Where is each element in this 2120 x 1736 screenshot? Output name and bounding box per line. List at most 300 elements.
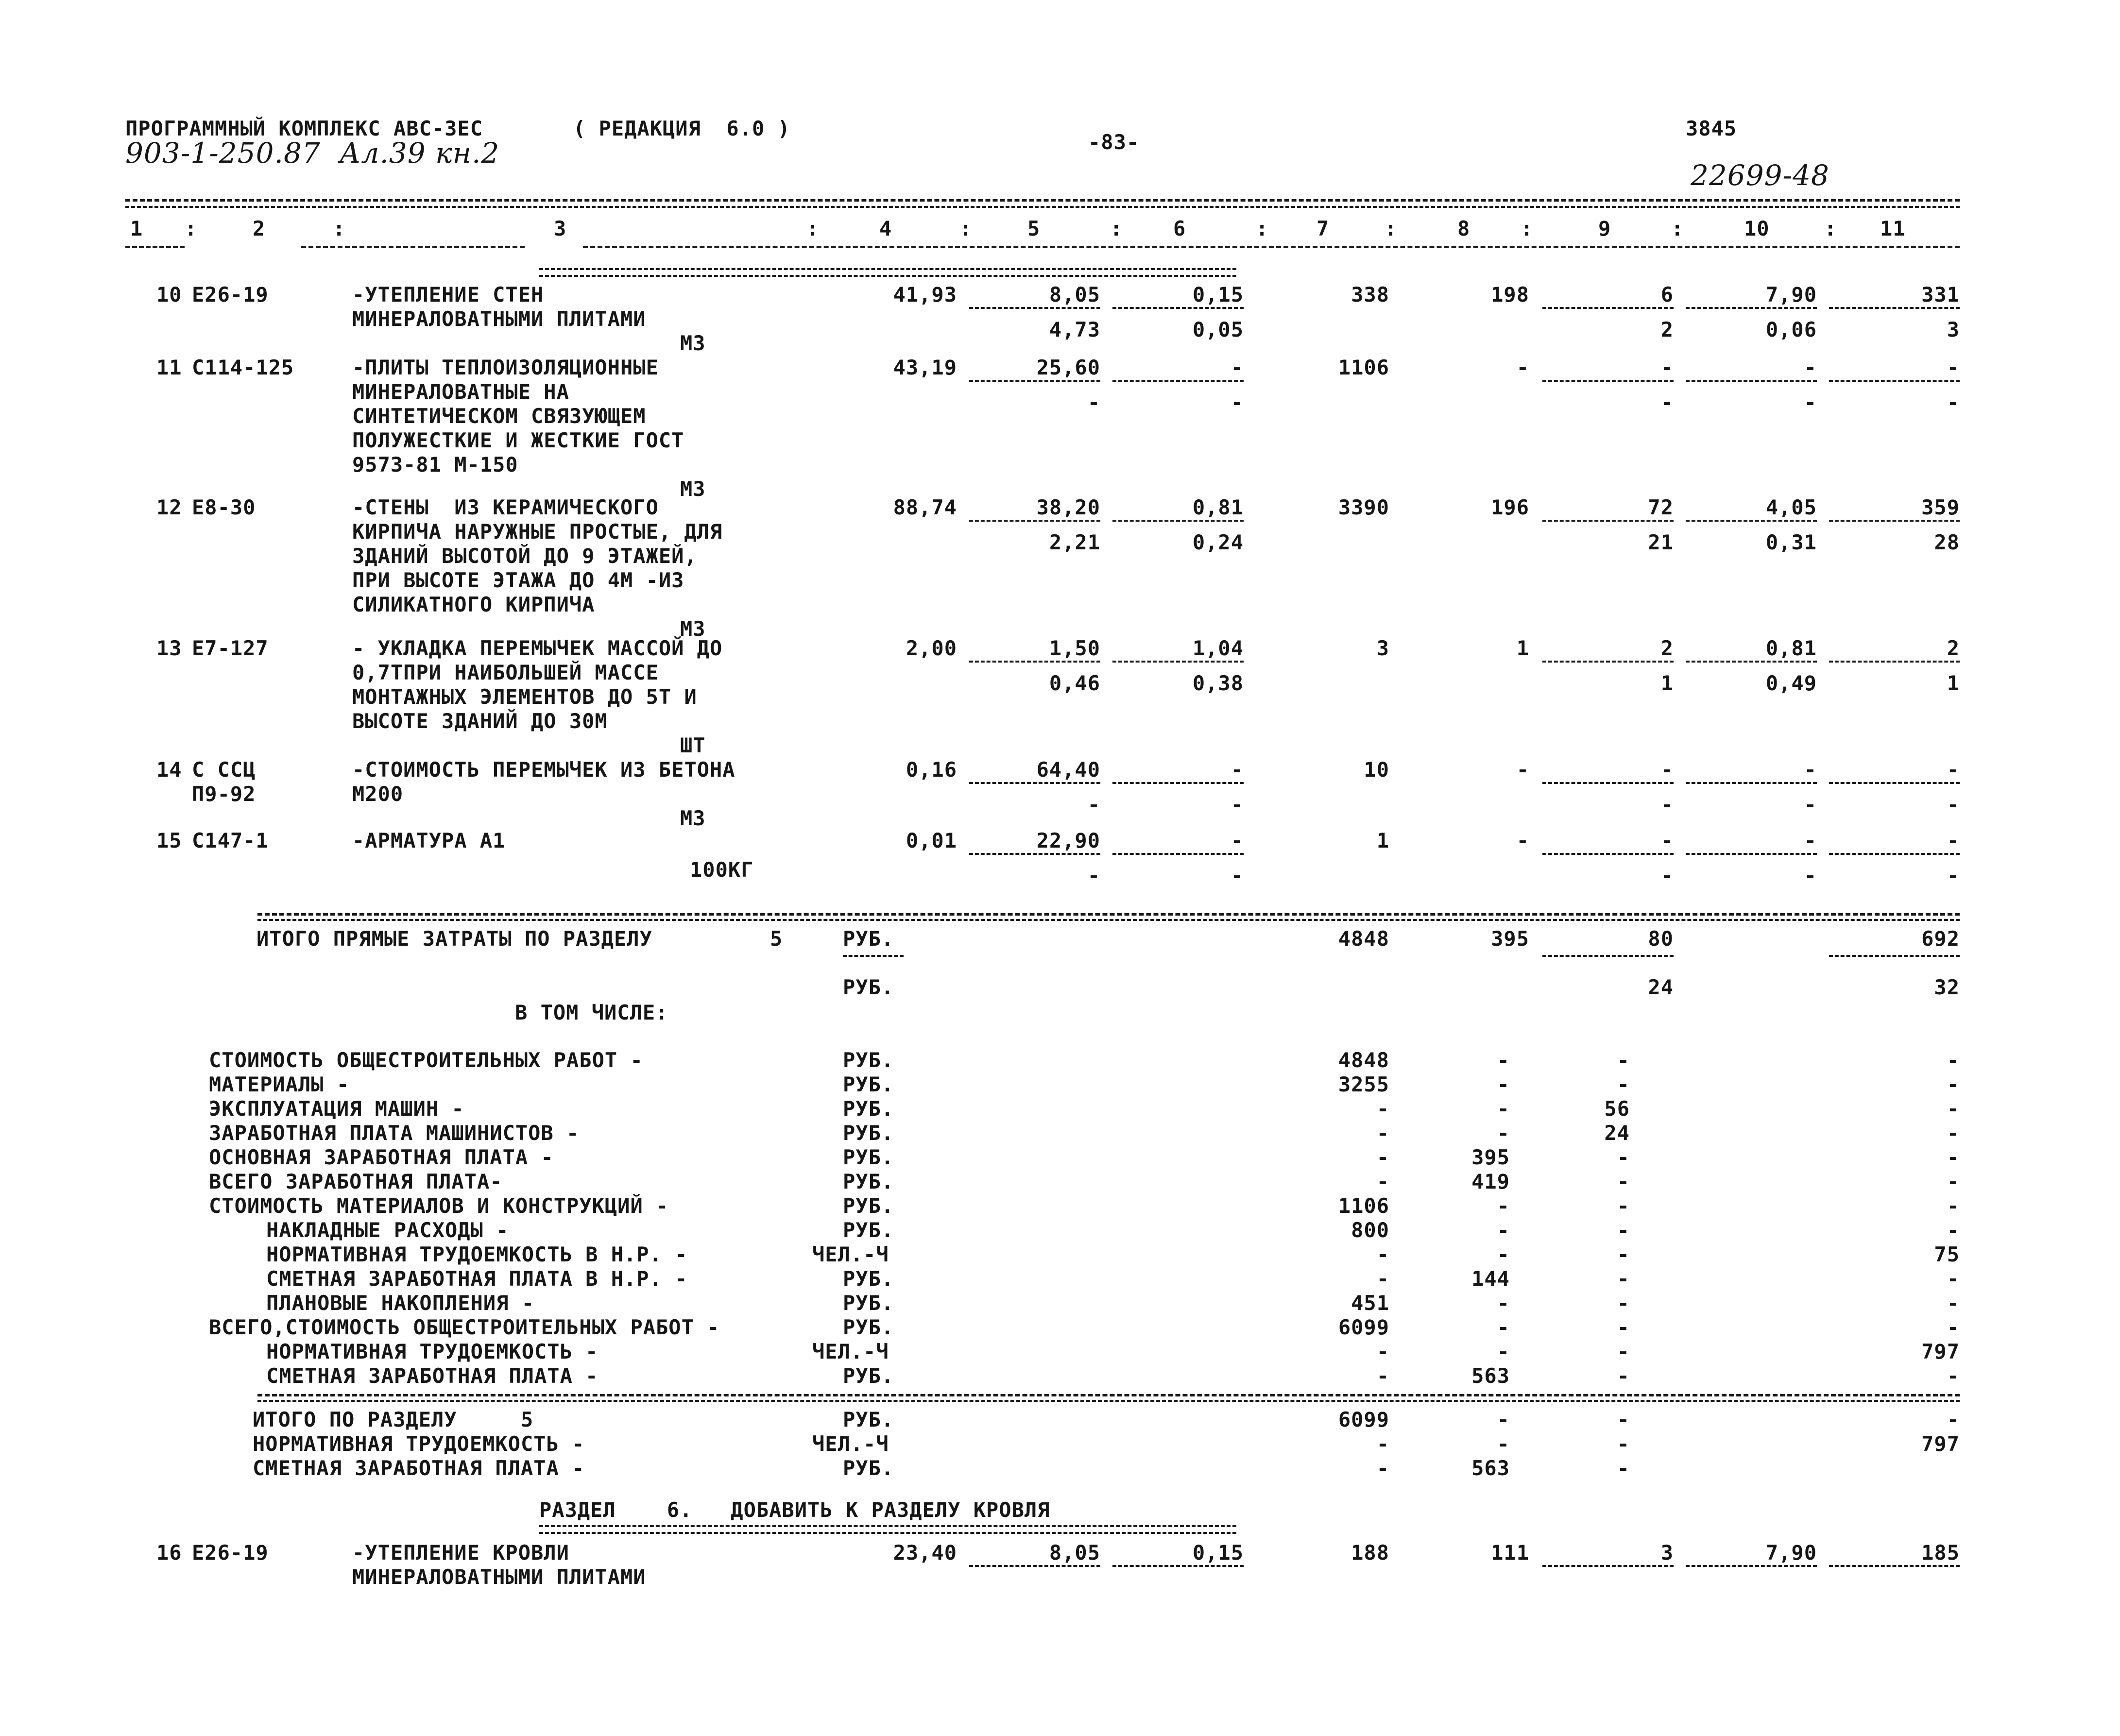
breakdown-value-c11: -: [1947, 1048, 1960, 1072]
breakdown-label: МАТЕРИАЛЫ -: [209, 1072, 350, 1096]
item-description: -СТЕНЫ ИЗ КЕРАМИЧЕСКОГО: [352, 495, 659, 519]
breakdown-value-c11: -: [1947, 1291, 1960, 1315]
column-separator: :: [185, 217, 198, 240]
item-subrule: [969, 1565, 1100, 1567]
column-header-11: 11: [1880, 217, 1906, 240]
item-unit: ШТ: [680, 733, 706, 757]
item-subrule: [1112, 853, 1244, 855]
breakdown-value-c11: 75: [1934, 1242, 1960, 1266]
item-value-c8: -: [1516, 356, 1529, 379]
item-value-c10: -: [1804, 758, 1817, 782]
item-subrule: [969, 782, 1100, 784]
item-subvalue-c10: 0,31: [1765, 530, 1817, 554]
item-description: 0,7ТПРИ НАИБОЛЬШЕЙ МАССЕ: [352, 661, 659, 684]
column-header-2: 2: [253, 217, 266, 240]
breakdown-value-c11: -: [1947, 1194, 1960, 1218]
item-subrule: [1542, 661, 1674, 663]
breakdown-value-c11: -: [1947, 1218, 1960, 1242]
item-subrule: [1686, 782, 1817, 784]
item-value-c6: 1,04: [1192, 636, 1244, 660]
item-subrule: [969, 520, 1100, 522]
breakdown-label: ПЛАНОВЫЕ НАКОПЛЕНИЯ -: [266, 1291, 535, 1315]
breakdown-label: НОРМАТИВНАЯ ТРУДОЕМКОСТЬ В Н.Р. -: [266, 1242, 688, 1266]
header-bottom-rule: [583, 246, 1960, 248]
breakdown-value-c9: 24: [1604, 1121, 1630, 1145]
section-total-value-c7: -: [1376, 1432, 1389, 1456]
column-header-3: 3: [554, 217, 567, 240]
direct-costs-value-c11: 692: [1921, 927, 1960, 951]
item-subrule: [1829, 1565, 1960, 1567]
item-subrule: [1112, 307, 1244, 309]
item-value-c10: 7,90: [1765, 1541, 1817, 1565]
breakdown-unit: РУБ.: [843, 1291, 894, 1315]
item-value-c7: 1106: [1338, 356, 1389, 379]
breakdown-value-c7: -: [1376, 1097, 1389, 1121]
item-subvalue-c10: -: [1804, 793, 1817, 817]
direct-costs-value-c8: 395: [1491, 927, 1529, 951]
breakdown-value-c8: 395: [1471, 1145, 1510, 1169]
breakdown-value-c9: -: [1617, 1170, 1630, 1193]
item-description: ЗДАНИЙ ВЫСОТОЙ ДО 9 ЭТАЖЕЙ,: [352, 544, 697, 568]
item-subvalue-c10: 0,49: [1765, 671, 1817, 695]
breakdown-unit: РУБ.: [843, 1145, 894, 1169]
section-total-value-c11: 797: [1921, 1432, 1960, 1456]
breakdown-value-c8: -: [1497, 1340, 1510, 1363]
item-subvalue-c9: -: [1660, 864, 1674, 887]
item-subvalue-c11: -: [1947, 864, 1960, 887]
item-description: МИНЕРАЛОВАТНЫМИ ПЛИТАМИ: [352, 1565, 646, 1589]
column-header-1: 1: [130, 217, 143, 240]
breakdown-label: ОСНОВНАЯ ЗАРАБОТНАЯ ПЛАТА -: [209, 1145, 554, 1169]
breakdown-unit: РУБ.: [843, 1072, 894, 1096]
breakdown-value-c9: -: [1617, 1291, 1630, 1315]
header-top-rule: [125, 199, 1960, 202]
breakdown-value-c9: -: [1617, 1048, 1630, 1072]
breakdown-label: ВСЕГО ЗАРАБОТНАЯ ПЛАТА-: [209, 1170, 503, 1193]
item-subrule: [969, 853, 1100, 855]
item-value-c8: -: [1516, 758, 1529, 782]
breakdown-value-c8: -: [1497, 1194, 1510, 1218]
item-value-c5: 38,20: [1036, 495, 1100, 519]
item-subrule: [1112, 661, 1244, 663]
item-subvalue-c10: 0,06: [1765, 318, 1817, 341]
breakdown-unit: РУБ.: [843, 1194, 894, 1218]
item-code: Е8-30: [192, 495, 256, 519]
item-description: ПОЛУЖЕСТКИЕ И ЖЕСТКИЕ ГОСТ: [352, 428, 684, 452]
item-code: Е7-127: [192, 636, 269, 660]
column-separator: :: [1521, 217, 1534, 240]
item-code: Е26-19: [192, 283, 269, 306]
item-value-c5: 8,05: [1049, 1541, 1100, 1565]
item-code-line2: П9-92: [192, 782, 256, 806]
direct-costs-value-c9: 80: [1648, 927, 1674, 951]
breakdown-value-c8: -: [1497, 1218, 1510, 1242]
item-subrule: [1542, 380, 1674, 382]
item-subrule: [1542, 782, 1674, 784]
item-number: 13: [156, 636, 182, 660]
item-subvalue-c10: -: [1804, 864, 1817, 887]
breakdown-unit: РУБ.: [843, 1048, 894, 1072]
item-description: -АРМАТУРА А1: [352, 829, 506, 852]
item-subvalue-c11: 3: [1947, 318, 1960, 341]
section-total-value-c9: -: [1617, 1432, 1630, 1456]
breakdown-value-c11: -: [1947, 1097, 1960, 1121]
section-total-label: СМЕТНАЯ ЗАРАБОТНАЯ ПЛАТА -: [253, 1456, 585, 1480]
item-subvalue-c6: -: [1231, 793, 1244, 817]
breakdown-value-c8: -: [1497, 1121, 1510, 1145]
edition-label: ( РЕДАКЦИЯ 6.0 ): [573, 117, 790, 140]
item-code: Е26-19: [192, 1541, 269, 1565]
breakdown-unit: РУБ.: [843, 1218, 894, 1242]
column-separator: :: [806, 217, 820, 240]
item-number: 15: [156, 829, 182, 852]
item-subvalue-c9: 21: [1648, 530, 1674, 554]
item-value-c5: 25,60: [1036, 356, 1100, 379]
item-value-c8: 1: [1516, 636, 1529, 660]
item-value-c6: 0,81: [1192, 495, 1244, 519]
column-separator: :: [1824, 217, 1837, 240]
item-value-c7: 1: [1376, 829, 1389, 852]
item-unit: М3: [680, 331, 706, 355]
section-6-rule: [539, 1525, 1236, 1534]
handwritten-project-number: 903-1-250.87 Ал.39 кн.2: [125, 136, 500, 170]
column-header-6: 6: [1173, 217, 1186, 240]
column-separator: :: [333, 217, 346, 240]
header-bottom-rule: [125, 246, 185, 248]
item-unit: М3: [680, 806, 706, 830]
item-subvalue-c11: 28: [1934, 530, 1960, 554]
breakdown-label: ЗАРАБОТНАЯ ПЛАТА МАШИНИСТОВ -: [209, 1121, 580, 1145]
item-subvalue-c6: 0,24: [1192, 530, 1244, 554]
item-subrule: [969, 661, 1100, 663]
item-value-c10: 7,90: [1765, 283, 1817, 306]
item-value-c10: 4,05: [1765, 495, 1817, 519]
breakdown-value-c9: -: [1617, 1242, 1630, 1266]
breakdown-value-c9: -: [1617, 1267, 1630, 1291]
section-total-value-c9: -: [1617, 1408, 1630, 1431]
column-header-8: 8: [1457, 217, 1470, 240]
item-value-c8: 198: [1491, 283, 1529, 306]
item-subvalue-c10: -: [1804, 391, 1817, 414]
item-number: 11: [156, 356, 182, 379]
section-total-value-c8: -: [1497, 1408, 1510, 1431]
item-value-c9: 2: [1660, 636, 1674, 660]
item-value-c11: -: [1947, 758, 1960, 782]
item-subvalue-c5: -: [1087, 864, 1100, 887]
direct-costs-subvalue-c9: 24: [1648, 975, 1674, 999]
breakdown-value-c8: -: [1497, 1291, 1510, 1315]
breakdown-unit: РУБ.: [843, 1315, 894, 1339]
column-header-10: 10: [1744, 217, 1770, 240]
item-value-c4: 23,40: [893, 1541, 957, 1565]
item-subrule: [1829, 307, 1960, 309]
item-subrule: [1829, 853, 1960, 855]
breakdown-value-c7: -: [1376, 1364, 1389, 1388]
item-description: -СТОИМОСТЬ ПЕРЕМЫЧЕК ИЗ БЕТОНА: [352, 758, 735, 782]
breakdown-value-c8: 419: [1471, 1170, 1510, 1193]
item-unit: М3: [680, 617, 706, 641]
item-subrule: [1542, 307, 1674, 309]
item-value-c11: -: [1947, 829, 1960, 852]
item-value-c7: 10: [1364, 758, 1389, 782]
header-bottom-rule: [301, 246, 525, 248]
breakdown-unit: РУБ.: [843, 1267, 894, 1291]
item-subvalue-c5: -: [1087, 793, 1100, 817]
item-subrule: [1112, 520, 1244, 522]
section-total-unit: РУБ.: [843, 1408, 894, 1431]
item-subvalue-c6: -: [1231, 391, 1244, 414]
item-value-c9: -: [1660, 356, 1674, 379]
breakdown-value-c8: -: [1497, 1072, 1510, 1096]
breakdown-label: НОРМАТИВНАЯ ТРУДОЕМКОСТЬ -: [266, 1340, 598, 1363]
direct-costs-subrule: [1829, 955, 1960, 957]
breakdown-value-c8: -: [1497, 1315, 1510, 1339]
breakdown-value-c11: -: [1947, 1315, 1960, 1339]
section-total-unit: РУБ.: [843, 1456, 894, 1480]
item-subvalue-c9: -: [1660, 391, 1674, 414]
breakdown-value-c11: -: [1947, 1121, 1960, 1145]
breakdown-value-c9: 56: [1604, 1097, 1630, 1121]
breakdown-value-c8: -: [1497, 1048, 1510, 1072]
breakdown-value-c11: 797: [1921, 1340, 1960, 1363]
direct-costs-value-c7: 4848: [1338, 927, 1389, 951]
item-subvalue-c9: 1: [1660, 671, 1674, 695]
item-code: С147-1: [192, 829, 269, 852]
breakdown-value-c9: -: [1617, 1194, 1630, 1218]
item-value-c7: 3390: [1338, 495, 1389, 519]
breakdown-value-c7: 451: [1351, 1291, 1389, 1315]
item-value-c6: 0,15: [1192, 283, 1244, 306]
breakdown-value-c11: -: [1947, 1170, 1960, 1193]
section-total-unit: ЧЕЛ.-Ч: [812, 1432, 889, 1456]
item-subrule: [1686, 661, 1817, 663]
including-heading: В ТОМ ЧИСЛЕ:: [515, 1001, 668, 1024]
item-description: МИНЕРАЛОВАТНЫМИ ПЛИТАМИ: [352, 307, 646, 331]
item-unit: 100КГ: [690, 858, 754, 882]
item-subrule: [1112, 380, 1244, 382]
item-subvalue-c6: 0,38: [1192, 671, 1244, 695]
item-value-c7: 3: [1376, 636, 1389, 660]
section-total-label: ИТОГО ПО РАЗДЕЛУ 5: [253, 1408, 534, 1431]
item-subrule: [1686, 380, 1817, 382]
breakdown-unit: РУБ.: [843, 1097, 894, 1121]
item-number: 10: [156, 283, 182, 306]
column-separator: :: [1671, 217, 1684, 240]
column-header-7: 7: [1316, 217, 1330, 240]
breakdown-value-c7: -: [1376, 1242, 1389, 1266]
item-description: -ПЛИТЫ ТЕПЛОИЗОЛЯЦИОННЫЕ: [352, 356, 659, 379]
item-value-c4: 41,93: [893, 283, 957, 306]
section-total-rule: [257, 1394, 1960, 1396]
breakdown-value-c7: 800: [1351, 1218, 1389, 1242]
item-value-c10: 0,81: [1765, 636, 1817, 660]
direct-costs-unit: РУБ.: [843, 927, 894, 951]
item-description: ПРИ ВЫСОТЕ ЭТАЖА ДО 4М -ИЗ: [352, 568, 684, 592]
item-subrule: [1542, 853, 1674, 855]
breakdown-value-c11: -: [1947, 1145, 1960, 1169]
item-subvalue-c9: -: [1660, 793, 1674, 817]
item-value-c9: -: [1660, 829, 1674, 852]
item-value-c8: 196: [1491, 495, 1529, 519]
column-separator: :: [1110, 217, 1123, 240]
item-subvalue-c5: 0,46: [1049, 671, 1100, 695]
item-value-c6: 0,15: [1192, 1541, 1244, 1565]
section-total-rule-2: [257, 1400, 1960, 1402]
item-value-c9: -: [1660, 758, 1674, 782]
item-value-c8: -: [1516, 829, 1529, 852]
breakdown-label: НАКЛАДНЫЕ РАСХОДЫ -: [266, 1218, 509, 1242]
breakdown-value-c9: -: [1617, 1315, 1630, 1339]
breakdown-value-c7: 3255: [1338, 1072, 1389, 1096]
direct-costs-section: 5: [770, 927, 783, 951]
breakdown-label: СТОИМОСТЬ ОБЩЕСТРОИТЕЛЬНЫХ РАБОТ -: [209, 1048, 643, 1072]
item-value-c10: -: [1804, 829, 1817, 852]
item-code: С114-125: [192, 356, 294, 379]
breakdown-value-c7: -: [1376, 1340, 1389, 1363]
breakdown-value-c11: -: [1947, 1364, 1960, 1388]
item-subvalue-c6: -: [1231, 864, 1244, 887]
item-description: -УТЕПЛЕНИЕ КРОВЛИ: [352, 1541, 569, 1565]
item-subrule: [969, 380, 1100, 382]
breakdown-value-c9: -: [1617, 1364, 1630, 1388]
breakdown-value-c9: -: [1617, 1218, 1630, 1242]
section-total-value-c7: 6099: [1338, 1408, 1389, 1431]
column-separator: :: [959, 217, 973, 240]
breakdown-label: СТОИМОСТЬ МАТЕРИАЛОВ И КОНСТРУКЦИЙ -: [209, 1194, 669, 1218]
item-value-c5: 64,40: [1036, 758, 1100, 782]
item-value-c9: 72: [1648, 495, 1674, 519]
item-subrule: [1829, 520, 1960, 522]
item-subrule: [1829, 380, 1960, 382]
section-total-value-c11: -: [1947, 1408, 1960, 1431]
column-header-5: 5: [1027, 217, 1041, 240]
item-description: СИНТЕТИЧЕСКОМ СВЯЗУЮЩЕМ: [352, 404, 646, 428]
breakdown-label: ЭКСПЛУАТАЦИЯ МАШИН -: [209, 1097, 464, 1121]
breakdown-value-c7: -: [1376, 1121, 1389, 1145]
item-value-c11: 359: [1921, 495, 1960, 519]
breakdown-unit: РУБ.: [843, 1170, 894, 1193]
item-number: 12: [156, 495, 182, 519]
item-value-c5: 1,50: [1049, 636, 1100, 660]
column-separator: :: [1385, 217, 1398, 240]
item-value-c11: 2: [1947, 636, 1960, 660]
breakdown-value-c9: -: [1617, 1145, 1630, 1169]
item-value-c7: 188: [1351, 1541, 1389, 1565]
breakdown-value-c7: -: [1376, 1170, 1389, 1193]
item-value-c5: 8,05: [1049, 283, 1100, 306]
item-subrule: [969, 307, 1100, 309]
breakdown-value-c7: 4848: [1338, 1048, 1389, 1072]
breakdown-label: ВСЕГО,СТОИМОСТЬ ОБЩЕСТРОИТЕЛЬНЫХ РАБОТ -: [209, 1315, 720, 1339]
handwritten-registration-number: 22699-48: [1691, 159, 1829, 192]
item-subrule: [1686, 520, 1817, 522]
item-value-c7: 338: [1351, 283, 1389, 306]
column-separator: :: [1256, 217, 1269, 240]
section-total-value-c8: -: [1497, 1432, 1510, 1456]
item-description: МИНЕРАЛОВАТНЫЕ НА: [352, 380, 569, 404]
column-header-4: 4: [879, 217, 892, 240]
item-value-c6: -: [1231, 758, 1244, 782]
item-subvalue-c9: 2: [1660, 318, 1674, 341]
breakdown-label: СМЕТНАЯ ЗАРАБОТНАЯ ПЛАТА -: [266, 1364, 598, 1388]
breakdown-value-c9: -: [1617, 1340, 1630, 1363]
item-subrule: [1112, 1565, 1244, 1567]
item-subrule: [1686, 853, 1817, 855]
breakdown-label: СМЕТНАЯ ЗАРАБОТНАЯ ПЛАТА В Н.Р. -: [266, 1267, 688, 1291]
item-unit: М3: [680, 477, 706, 501]
item-value-c10: -: [1804, 356, 1817, 379]
item-subrule: [1686, 1565, 1817, 1567]
item-description: - УКЛАДКА ПЕРЕМЫЧЕК МАССОЙ ДО: [352, 636, 723, 660]
item-code: С ССЦ: [192, 758, 256, 782]
item-subvalue-c5: 4,73: [1049, 318, 1100, 341]
item-value-c9: 3: [1660, 1541, 1674, 1565]
column-header-9: 9: [1598, 217, 1611, 240]
item-value-c4: 0,16: [906, 758, 957, 782]
item-value-c4: 0,01: [906, 829, 957, 852]
breakdown-unit: ЧЕЛ.-Ч: [812, 1242, 889, 1266]
item-subrule: [1829, 661, 1960, 663]
direct-costs-unit-2: РУБ.: [843, 975, 894, 999]
breakdown-value-c9: -: [1617, 1072, 1630, 1096]
section-start-rule: [539, 268, 1236, 277]
item-value-c8: 111: [1491, 1541, 1529, 1565]
item-description: -УТЕПЛЕНИЕ СТЕН: [352, 283, 544, 306]
breakdown-value-c8: 563: [1471, 1364, 1510, 1388]
totals-rule-2: [257, 919, 1960, 921]
item-number: 16: [156, 1541, 182, 1565]
section-total-value-c9: -: [1617, 1456, 1630, 1480]
item-subvalue-c5: -: [1087, 391, 1100, 414]
header-top-rule-2: [125, 206, 1960, 208]
item-description: МОНТАЖНЫХ ЭЛЕМЕНТОВ ДО 5Т И: [352, 685, 697, 709]
section-total-label: НОРМАТИВНАЯ ТРУДОЕМКОСТЬ -: [253, 1432, 585, 1456]
item-subrule: [1542, 1565, 1674, 1567]
breakdown-value-c8: -: [1497, 1242, 1510, 1266]
breakdown-value-c7: -: [1376, 1145, 1389, 1169]
item-value-c6: -: [1231, 829, 1244, 852]
section-6-heading: РАЗДЕЛ 6. ДОБАВИТЬ К РАЗДЕЛУ КРОВЛЯ: [539, 1498, 1050, 1522]
item-value-c6: -: [1231, 356, 1244, 379]
item-description: СИЛИКАТНОГО КИРПИЧА: [352, 593, 595, 616]
item-subvalue-c11: -: [1947, 391, 1960, 414]
document-code: 3845: [1686, 117, 1737, 140]
breakdown-value-c8: 144: [1471, 1267, 1510, 1291]
breakdown-value-c7: 1106: [1338, 1194, 1389, 1218]
item-subvalue-c6: 0,05: [1192, 318, 1244, 341]
program-title: ПРОГРАММНЫЙ КОМПЛЕКС АВС-ЗЕС: [125, 117, 483, 140]
item-value-c11: 331: [1921, 283, 1960, 306]
item-subrule: [1542, 520, 1674, 522]
item-value-c11: -: [1947, 356, 1960, 379]
section-total-value-c8: 563: [1471, 1456, 1510, 1480]
item-value-c4: 43,19: [893, 356, 957, 379]
item-subvalue-c5: 2,21: [1049, 530, 1100, 554]
item-subrule: [1829, 782, 1960, 784]
item-description: 9573-81 М-150: [352, 453, 518, 477]
item-description: М200: [352, 782, 404, 806]
breakdown-unit: РУБ.: [843, 1121, 894, 1145]
item-value-c5: 22,90: [1036, 829, 1100, 852]
item-value-c11: 185: [1921, 1541, 1960, 1565]
breakdown-value-c11: -: [1947, 1072, 1960, 1096]
item-subrule: [1112, 782, 1244, 784]
direct-costs-label: ИТОГО ПРЯМЫЕ ЗАТРАТЫ ПО РАЗДЕЛУ: [256, 927, 652, 951]
totals-rule: [257, 913, 1960, 916]
direct-costs-subrule: [1542, 955, 1674, 957]
item-subrule: [1686, 307, 1817, 309]
item-subvalue-c11: 1: [1947, 671, 1960, 695]
